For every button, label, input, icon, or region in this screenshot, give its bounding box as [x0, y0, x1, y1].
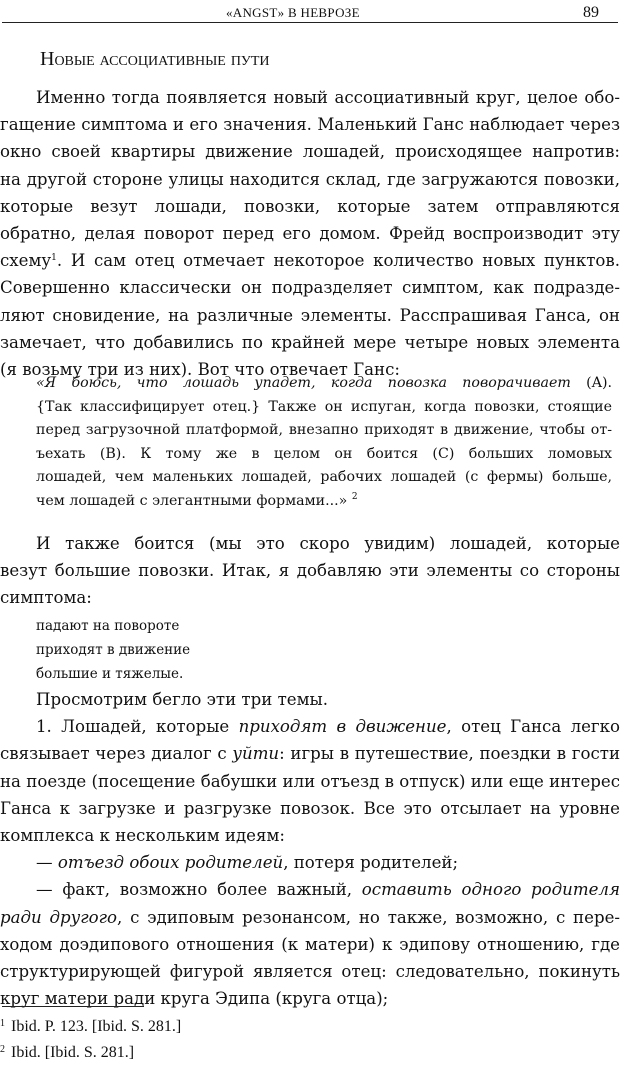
text-line: Ганса к загрузке и разгрузке повозок. Все это отсылает на уровне	[0, 798, 620, 818]
text-segment: , потеря родителей;	[283, 853, 459, 873]
italic-term: приходят в движение	[238, 717, 447, 737]
footnote-ref-1: 1	[51, 253, 57, 264]
quote-italic: «Я боюсь, что лошадь упадет, когда повозка поворачивает	[36, 375, 571, 391]
footnote-1	[0, 1018, 181, 1036]
section-heading: Новые ассоциативные пути	[40, 48, 270, 70]
quote-marker: (A).	[570, 375, 612, 391]
text-segment: — факт, возможно более важный,	[36, 880, 362, 900]
text-line: симптома:	[0, 588, 92, 608]
footnote-text: Ibid. P. 123. [Ibid. S. 281.]	[11, 1018, 182, 1035]
text-line: комплекса к нескольким идеям:	[0, 825, 285, 845]
italic-term: уйти	[232, 744, 280, 764]
list-item: приходят в движение	[36, 642, 191, 658]
text-line: Совершенно классически он подразделяет симптом, как подразде-	[0, 278, 620, 298]
quote-line: ъехать (B). К тому же в целом он боится (C) больших ломовых	[36, 445, 612, 462]
quote-line: перед загрузочной платформой, внезапно приходят в движение, чтобы от-	[36, 422, 612, 439]
footnote-mark: 1	[0, 1018, 5, 1029]
footnote-text: Ibid. [Ibid. S. 281.]	[11, 1044, 135, 1061]
text-segment: связывает через диалог с	[0, 744, 233, 764]
text-line: круг матери ради круга Эдипа (круга отца);	[0, 989, 389, 1009]
text-line: (я возьму три из них). Вот что отвечает Ганс:	[0, 359, 400, 379]
text-segment: : игры в путешествие, поездки в гости	[279, 744, 620, 764]
text-line: обратно, делая поворот перед его домом. Фрейд воспроизводит эту	[0, 223, 620, 243]
text-line: которые везут лошади, повозки, которые затем отправляются	[0, 196, 620, 216]
text-line	[0, 247, 620, 274]
text-segment: —	[36, 853, 58, 873]
quote-line	[36, 490, 612, 514]
text-line: окно своей квартиры движение лошадей, происходящее напротив:	[0, 142, 620, 162]
paragraph-1	[0, 84, 620, 383]
text-line	[0, 740, 620, 767]
quote-line	[36, 372, 612, 396]
block-quote	[36, 372, 612, 514]
text-line	[0, 849, 620, 876]
paragraph-3	[0, 686, 620, 1012]
running-title: «ANGST» В НЕВРОЗЕ	[226, 5, 360, 20]
text-segment: , с эдиповым резонансом, но также, возможно, с пере-	[117, 907, 620, 927]
text-line	[0, 876, 620, 903]
text-line: на поезде (посещение бабушки или отъезд в отпуск) или еще интерес	[0, 771, 620, 791]
footnote-2	[0, 1044, 134, 1062]
text-line	[0, 713, 620, 740]
paragraph-2	[0, 530, 620, 612]
footnote-ref-2: 2	[351, 491, 358, 502]
text-segment: чем лошадей с элегантными формами...»	[36, 492, 348, 509]
text-line: ходом доэдипового отношения (к матери) к эдипову отношению, где	[0, 934, 620, 954]
text-line: ляют сновидение, на различные элементы. Расспрашивая Ганса, он	[0, 305, 620, 325]
italic-term: ради другого	[0, 907, 118, 927]
text-line: везут большие повозки. Итак, я добавляю эти элементы со стороны	[0, 561, 620, 581]
text-line	[0, 904, 620, 931]
quote-line: лошадей, чем маленьких лошадей, рабочих лошадей (с фермы) больше,	[36, 469, 612, 486]
text-segment: , отец Ганса легко	[446, 717, 620, 737]
italic-term: оставить одного родителя	[361, 880, 620, 900]
text-line: И также боится (мы это скоро увидим) лошадей, которые	[36, 534, 620, 553]
footnote-rule	[2, 1006, 144, 1007]
text-segment: 1. Лошадей, которые	[36, 717, 239, 737]
text-segment: схему	[0, 251, 52, 271]
footnote-mark: 2	[0, 1044, 5, 1055]
list-item: большие и тяжелые.	[36, 666, 184, 682]
header-rule	[2, 22, 618, 23]
text-line: гащение симптома и его значения. Маленький Ганс наблюдает через	[0, 115, 620, 135]
italic-term: отъезд обоих родителей	[57, 853, 284, 873]
text-line: замечает, что добавились по крайней мере четыре новых элемента	[0, 332, 620, 352]
text-line: на другой стороне улицы находится склад, где загружаются повозки,	[0, 169, 620, 189]
text-line: структурирующей фигурой является отец: следовательно, покинуть	[0, 961, 620, 981]
running-header	[0, 0, 620, 24]
text-line: Именно тогда появляется новый ассоциативный круг, целое обо-	[36, 88, 620, 107]
symptom-list	[36, 614, 190, 686]
quote-line: {Так классифицирует отец.} Также он испуган, когда повозки, стоящие	[36, 398, 612, 415]
text-line: Просмотрим бегло эти три темы.	[36, 690, 328, 709]
list-item: падают на повороте	[36, 618, 180, 634]
text-segment: . И сам отец отмечает некоторое количество новых пунктов.	[56, 251, 620, 271]
page-number: 89	[583, 4, 599, 21]
